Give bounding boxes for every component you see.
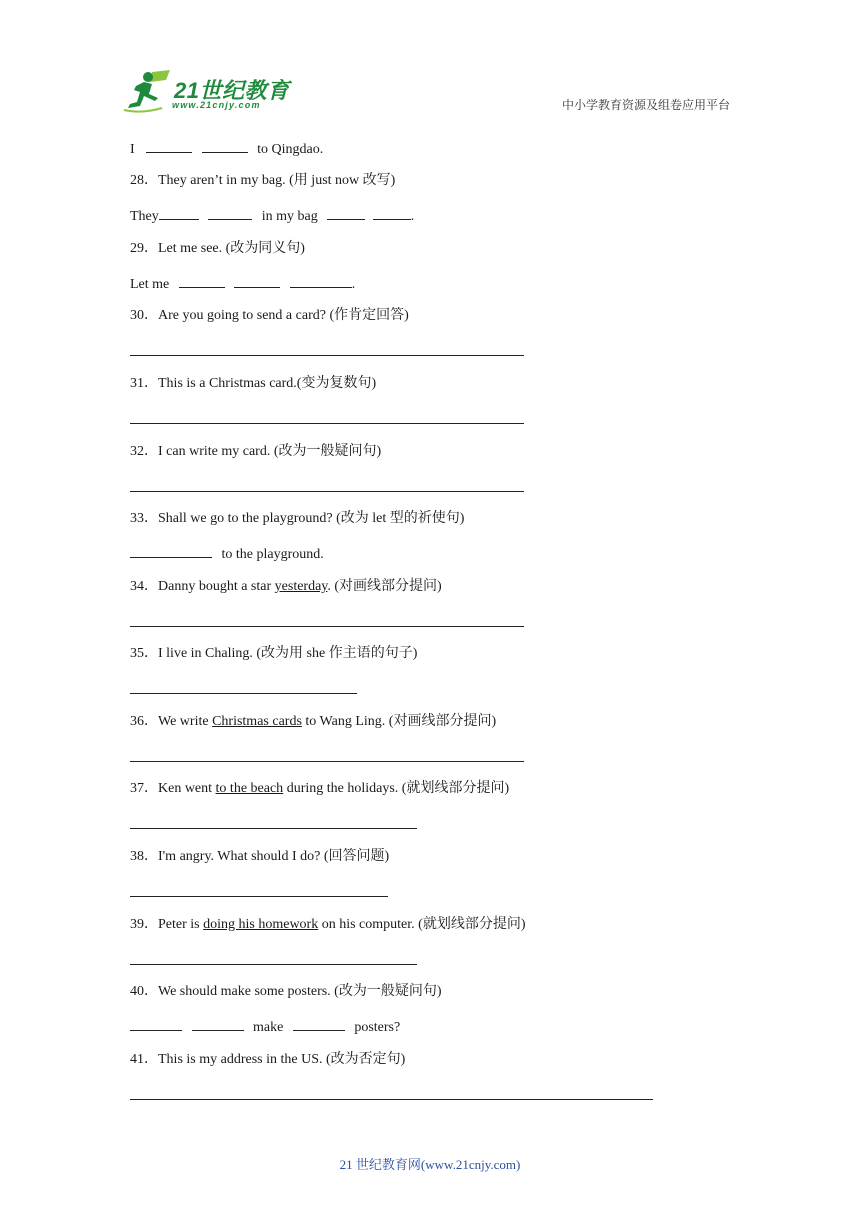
q29-answer-line: Let me . xyxy=(130,274,355,294)
q40-prompt: 40．We should make some posters. (改为一般疑问句) xyxy=(130,984,442,999)
q33-answer-line: to the playground. xyxy=(130,544,324,564)
runner-logo-icon xyxy=(122,68,174,114)
underlined-phrase: yesterday xyxy=(274,579,328,594)
q31-answer-line[interactable] xyxy=(130,423,524,424)
blank[interactable] xyxy=(179,274,225,288)
q28-answer-line: They in my bag . xyxy=(130,206,414,226)
q30-answer-line[interactable] xyxy=(130,355,524,356)
q35-prompt: 35．I live in Chaling. (改为用 she 作主语的句子) xyxy=(130,646,418,661)
q34-prompt: 34．Danny bought a star yesterday. (对画线部分提问) xyxy=(130,579,442,594)
blank[interactable] xyxy=(327,206,365,220)
q41-prompt: 41．This is my address in the US. (改为否定句) xyxy=(130,1052,406,1067)
blank[interactable] xyxy=(130,1017,182,1031)
q28-prompt: 28．They aren’t in my bag. (用 just now 改写) xyxy=(130,173,396,188)
blank[interactable] xyxy=(159,206,199,220)
q37-prompt: 37．Ken went to the beach during the holidays. (就划线部分提问) xyxy=(130,781,510,796)
platform-title: 中小学教育资源及组卷应用平台 xyxy=(561,98,730,112)
q36-prompt: 36．We write Christmas cards to Wang Ling. (对画线部分提问) xyxy=(130,714,497,729)
blank[interactable] xyxy=(290,274,352,288)
q37-answer-line[interactable] xyxy=(130,828,417,829)
logo-url: www.21cnjy.com xyxy=(172,100,261,110)
logo-text: 21世纪教育 xyxy=(174,78,290,103)
q32-prompt: 32．I can write my card. (改为一般疑问句) xyxy=(130,444,382,459)
q33-prompt: 33．Shall we go to the playground? (改为 let 型的祈使句) xyxy=(130,511,465,526)
q31-prompt: 31．This is a Christmas card.(变为复数句) xyxy=(130,376,377,391)
q41-answer-line[interactable] xyxy=(130,1099,653,1100)
q34-answer-line[interactable] xyxy=(130,626,524,627)
q27-answer-line: I to Qingdao. xyxy=(130,139,323,159)
q39-prompt: 39．Peter is doing his homework on his computer. (就划线部分提问) xyxy=(130,917,526,932)
blank[interactable] xyxy=(146,139,192,153)
q36-answer-line[interactable] xyxy=(130,761,524,762)
underlined-phrase: to the beach xyxy=(215,781,284,796)
q38-answer-line[interactable] xyxy=(130,896,388,897)
underlined-phrase: Christmas cards xyxy=(212,714,302,729)
site-logo xyxy=(122,68,292,116)
q39-answer-line[interactable] xyxy=(130,964,417,965)
blank[interactable] xyxy=(192,1017,244,1031)
blank[interactable] xyxy=(293,1017,345,1031)
blank[interactable] xyxy=(202,139,248,153)
underlined-phrase: doing his homework xyxy=(203,917,319,932)
blank[interactable] xyxy=(234,274,280,288)
q29-prompt: 29．Let me see. (改为同义句) xyxy=(130,241,305,256)
q38-prompt: 38．I'm angry. What should I do? (回答问题) xyxy=(130,849,390,864)
blank[interactable] xyxy=(373,206,411,220)
blank[interactable] xyxy=(208,206,252,220)
q32-answer-line[interactable] xyxy=(130,491,524,492)
q35-answer-line[interactable] xyxy=(130,693,357,694)
blank[interactable] xyxy=(130,544,212,558)
page-footer: 21 世纪教育网(www.21cnjy.com) xyxy=(339,1157,521,1172)
q30-prompt: 30．Are you going to send a card? (作肯定回答) xyxy=(130,308,409,323)
q40-answer-line: make posters? xyxy=(130,1017,400,1037)
